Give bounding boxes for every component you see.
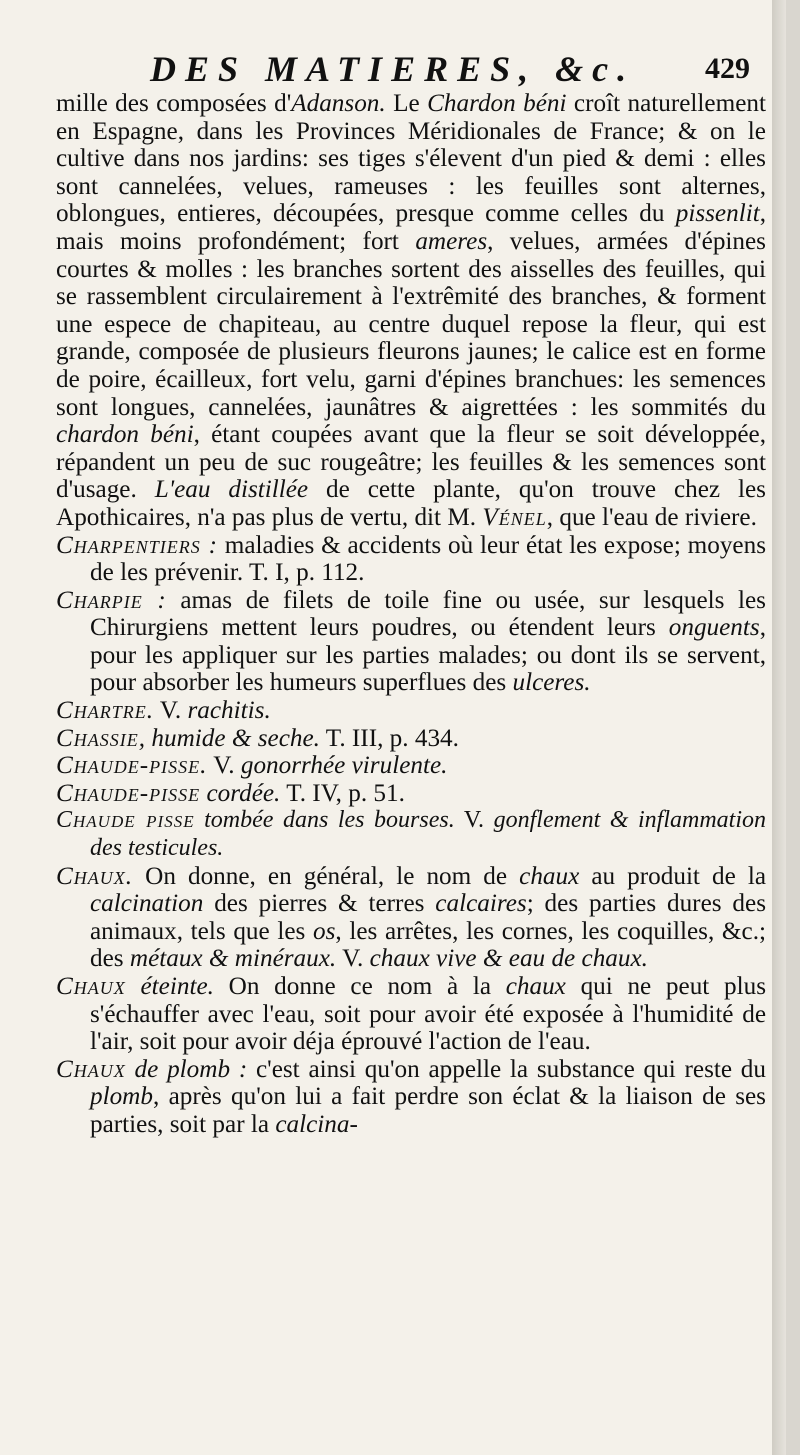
entry-text: qui ne peut plus s'échauffer avec l'eau, soit pour avoir été exposée à l'humidité de l'air, soit pour avoir déja éprouvé l'action de l'eau. xyxy=(90,973,766,1056)
entry-chaude-pisse-cordee xyxy=(56,780,766,808)
chardon-text-7: de cette plante, qu'on trouve chez les Apothicaires, n'a pas plus de vertu, dit M. xyxy=(56,476,766,531)
chardon-italic-5: chardon béni xyxy=(56,421,194,449)
entry-text: V. xyxy=(154,697,188,725)
entry-chaude-pisse-tombee xyxy=(56,807,766,862)
entry-text: , les arrêtes, les cornes, les coquilles, &c.; des xyxy=(90,917,766,973)
entry-italic: gonorrhée virulente. xyxy=(240,752,448,780)
running-head: DES MATIERES, &c. xyxy=(150,49,636,89)
chardon-text-1: mille des composées d' xyxy=(56,90,292,117)
chardon-text-3: croît naturellement en Espagne, dans les Provinces Méridionales de France; & on le cultive dans nos jardins: ses tiges s'élevent d'un pied & demi : elles sont cannelées, velues, rameuses : les feuilles sont alternes, oblongues, entieres, découpées, presque comme celles du xyxy=(56,90,766,228)
entry-term: Chartre. xyxy=(56,697,155,725)
entry-chassie xyxy=(56,725,766,753)
entry-italic: ulceres. xyxy=(512,669,591,697)
entry-italic: métaux & minéraux. xyxy=(129,945,337,973)
chardon-italic-1: Adanson. xyxy=(291,90,386,117)
entry-charpie xyxy=(56,587,766,697)
entry-italic: onguents xyxy=(668,614,760,642)
entry-text: V. xyxy=(454,807,494,834)
entry-chaude-pisse xyxy=(56,752,766,780)
entry-text: , pour les appliquer sur les parties malades; ou dont ils se servent, pour absorber les humeurs superflues des xyxy=(90,614,766,697)
entry-chaux xyxy=(56,863,766,973)
entry-text: des pierres & terres xyxy=(203,890,436,918)
chardon-beni-continuation xyxy=(56,90,766,532)
entry-text: T. III, p. 434. xyxy=(319,724,459,752)
entry-italic: chaux vive & eau de chaux. xyxy=(369,945,648,973)
entry-italic: de plomb : xyxy=(125,1055,248,1083)
entry-term: Chaude pisse xyxy=(56,807,195,834)
entry-text: V. xyxy=(207,752,241,780)
entry-text: amas de filets de toile fine ou usée, sur lesquels les Chirurgiens mettent leurs poudres, ou étendent leurs xyxy=(90,586,766,642)
entry-italic: plomb xyxy=(90,1083,153,1111)
scan-page-edge xyxy=(772,0,786,1455)
entry-text: maladies & accidents où leur état les expose; moyens de les prévenir. T. I, p. 112. xyxy=(90,531,767,587)
entry-text: ; des parties dures des animaux, tels que les xyxy=(90,890,766,945)
chardon-text-2: Le xyxy=(385,90,428,117)
entry-term: Chaude-pisse. xyxy=(56,752,208,780)
entry-italic: calcination xyxy=(90,890,204,918)
entry-italic: cordée. xyxy=(200,779,281,807)
entry-term: Chaude-pisse xyxy=(56,779,201,807)
entry-italic: gonflement & inflammation des testicules. xyxy=(90,807,766,862)
entry-chaux-eteinte xyxy=(56,973,766,1056)
chardon-text-8: , que l'eau de riviere. xyxy=(546,503,757,531)
chardon-italic-3: pissenlit xyxy=(675,200,760,228)
entry-charpentiers xyxy=(56,532,766,587)
chardon-text-4: , mais moins profondément; fort xyxy=(56,200,766,255)
entry-term: Charpie : xyxy=(56,586,167,614)
entry-text: On donne ce nom à la xyxy=(213,973,506,1000)
entry-text: T. IV, p. 51. xyxy=(280,779,405,807)
entry-term: Charpentiers : xyxy=(56,531,218,559)
entry-text: au produit de la xyxy=(579,862,767,890)
chardon-text-6: , étant coupées avant que la fleur se soit développée, répandent un peu de suc rougeâtre; les feuilles & les semences sont d'usage. xyxy=(56,421,766,504)
entry-italic: chaux xyxy=(505,973,566,1000)
entry-text: c'est ainsi qu'on appelle la substance qui reste du xyxy=(247,1055,766,1083)
entry-term: Chaux. xyxy=(56,862,134,890)
author-venel: Vénel xyxy=(482,503,547,531)
entry-italic: chaux xyxy=(519,862,580,890)
entry-term: Chassie xyxy=(56,724,139,752)
entry-chartre xyxy=(56,697,766,725)
chardon-italic-4: ameres xyxy=(415,227,488,255)
entry-text: On donne, en général, le nom de xyxy=(133,862,520,890)
entry-italic: tombée dans les bourses. xyxy=(194,807,455,834)
entry-italic: calcaires xyxy=(435,890,527,918)
entry-text: , après qu'on lui a fait perdre son éclat & la liaison de ses parties, soit par la xyxy=(90,1083,766,1138)
index-body xyxy=(56,90,766,1139)
entry-italic: , humide & seche. xyxy=(138,724,320,752)
chardon-italic-2: Chardon béni xyxy=(427,90,567,117)
page-number: 429 xyxy=(705,52,750,85)
page-header xyxy=(150,48,770,92)
chardon-italic-6: L'eau distillée xyxy=(154,476,309,504)
entry-italic: rachitis. xyxy=(187,697,271,725)
entry-italic: calcina- xyxy=(275,1110,358,1138)
entry-term: Chaux xyxy=(56,1055,126,1083)
entry-term: Chaux xyxy=(56,973,126,1000)
entry-italic: os xyxy=(313,917,336,945)
entry-italic: éteinte. xyxy=(125,973,214,1000)
entry-chaux-de-plomb xyxy=(56,1056,766,1139)
entry-text: V. xyxy=(336,945,370,973)
chardon-text-5: , velues, armées d'épines courtes & molles : les branches sortent des aisselles des feuilles, qui se rassemblent circulairement à l'extrêmité des branches, & forment une espece de chapiteau, au centre duquel repose la fleur, qui est grande, composée de plusieurs fleurons jaunes; le calice est en forme de poire, écailleux, fort velu, garni d'épines branchues: les semences sont longues, cannelées, jaunâtres & aigrettées : les sommités du xyxy=(56,227,766,421)
